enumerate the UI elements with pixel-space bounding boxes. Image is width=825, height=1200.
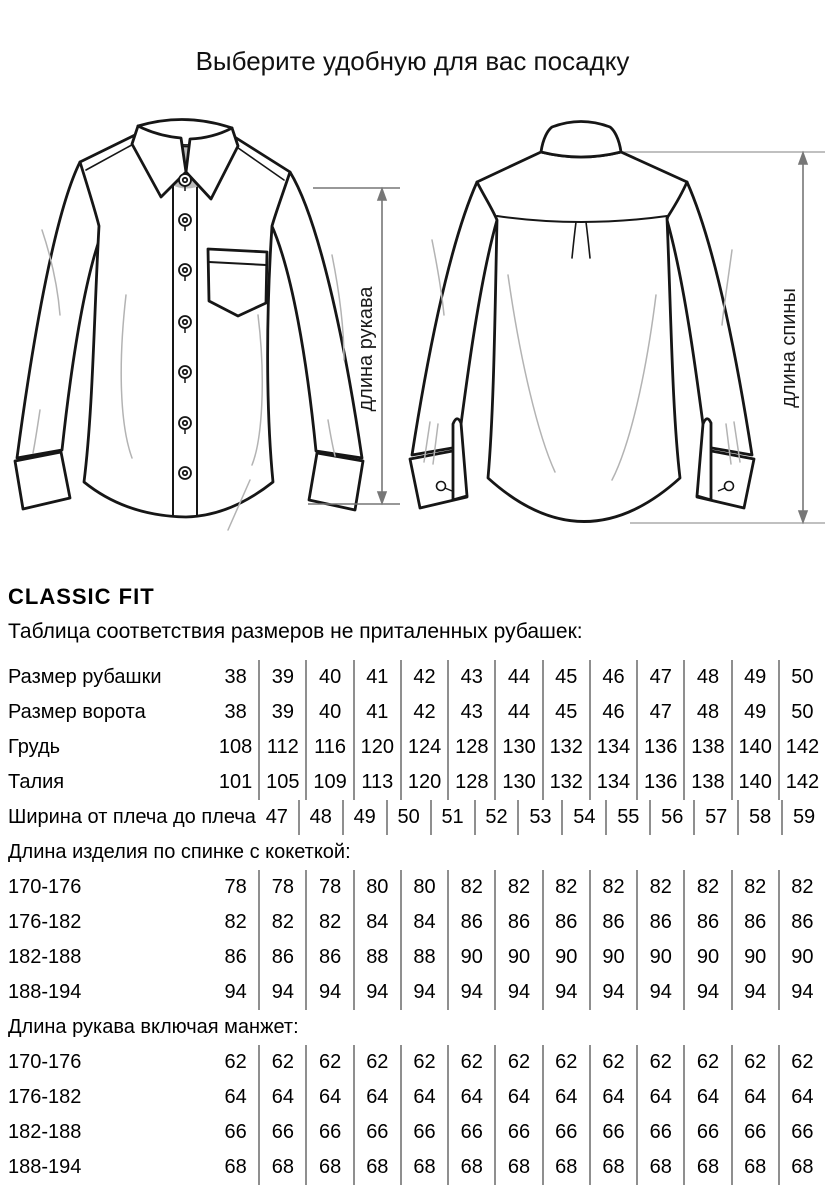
size-value-cell: 44 [494,660,541,695]
table-row [0,870,825,905]
size-value-cell: 68 [589,1150,636,1185]
size-value-cell: 59 [781,800,825,835]
size-value-cell: 82 [258,905,305,940]
back-body [477,152,687,522]
size-value-cell: 50 [778,660,825,695]
size-value-cell: 48 [298,800,342,835]
table-row [0,660,825,695]
size-value-cell: 142 [778,730,825,765]
size-value-cell: 86 [258,940,305,975]
size-value-cell: 66 [778,1115,825,1150]
table-row [0,695,825,730]
size-value-cell: 109 [305,765,352,800]
table-block [0,660,825,835]
size-value-cell: 66 [353,1115,400,1150]
size-value-cell: 90 [778,940,825,975]
front-right-sleeve [271,172,362,458]
size-value-cell: 88 [353,940,400,975]
size-value-cell: 132 [542,765,589,800]
size-value-cell: 66 [305,1115,352,1150]
size-value-cell: 64 [542,1080,589,1115]
size-value-cell: 62 [636,1045,683,1080]
size-value-cell: 51 [430,800,474,835]
front-collar-band [138,119,232,128]
size-value-cell: 108 [218,736,253,758]
size-value-cell: 49 [731,695,778,730]
size-value-cell: 62 [400,1045,447,1080]
size-value-cell: 64 [494,1080,541,1115]
size-value-cell: 68 [731,1150,778,1185]
size-value-cell: 138 [683,765,730,800]
row-label: Грудь [8,736,61,758]
size-value-cell: 134 [589,730,636,765]
size-value-cell: 140 [731,730,778,765]
size-value-cell: 68 [778,1150,825,1185]
size-value-cell: 40 [305,695,352,730]
row-label: 170-176 [8,1051,82,1073]
size-value-cell: 130 [494,730,541,765]
size-value-cell: 80 [353,870,400,905]
page-title: Выберите удобную для вас посадку [195,46,630,76]
size-value-cell: 38 [224,701,247,723]
size-value-cell: 130 [494,765,541,800]
size-value-cell: 57 [693,800,737,835]
row-label: 170-176 [8,876,82,898]
size-value-cell: 68 [636,1150,683,1185]
row-label: 182-188 [8,946,82,968]
size-value-cell: 66 [400,1115,447,1150]
size-value-cell: 62 [447,1045,494,1080]
fit-heading: CLASSIC FIT [8,584,155,609]
table-row [0,905,825,940]
row-label: Размер рубашки [8,666,162,688]
table-caption: Таблица соответствия размеров не приталенных рубашек: [8,620,583,643]
size-value-cell: 132 [542,730,589,765]
size-value-cell: 49 [342,800,386,835]
size-value-cell: 50 [778,695,825,730]
size-value-cell: 86 [589,905,636,940]
size-value-cell: 94 [731,975,778,1010]
size-value-cell: 136 [636,765,683,800]
size-value-cell: 128 [447,730,494,765]
size-value-cell: 58 [737,800,781,835]
size-value-cell: 45 [542,695,589,730]
size-value-cell: 42 [400,695,447,730]
row-label: Ширина от плеча до плеча [8,806,256,828]
size-value-cell: 82 [447,870,494,905]
size-value-cell: 43 [447,660,494,695]
row-label: 176-182 [8,911,82,933]
size-value-cell: 62 [494,1045,541,1080]
size-value-cell: 82 [542,870,589,905]
size-value-cell: 112 [258,730,305,765]
size-value-cell: 80 [400,870,447,905]
size-value-cell: 46 [589,695,636,730]
size-value-cell: 142 [778,765,825,800]
size-value-cell: 82 [683,870,730,905]
size-value-cell: 62 [683,1045,730,1080]
size-value-cell: 82 [778,870,825,905]
size-value-cell: 41 [353,660,400,695]
size-value-cell: 41 [353,695,400,730]
size-value-cell: 66 [636,1115,683,1150]
size-value-cell: 86 [305,940,352,975]
size-value-cell: 64 [589,1080,636,1115]
size-value-cell: 90 [589,940,636,975]
size-value-cell: 64 [636,1080,683,1115]
table-row [0,975,825,1010]
row-label: 176-182 [8,1086,82,1108]
size-value-cell: 113 [353,765,400,800]
size-value-cell: 39 [258,695,305,730]
size-value-cell: 94 [447,975,494,1010]
size-value-cell: 86 [224,946,247,968]
size-value-cell: 62 [305,1045,352,1080]
front-left-cuff [15,452,70,509]
shirt-back-drawing [400,110,825,550]
size-value-cell: 94 [683,975,730,1010]
size-value-cell: 86 [636,905,683,940]
size-value-cell: 120 [353,730,400,765]
size-value-cell: 66 [494,1115,541,1150]
size-value-cell: 46 [589,660,636,695]
size-value-cell: 50 [386,800,430,835]
size-value-cell: 94 [224,981,247,1003]
size-value-cell: 82 [494,870,541,905]
size-value-cell: 90 [494,940,541,975]
size-value-cell: 68 [400,1150,447,1185]
size-value-cell: 105 [258,765,305,800]
size-value-cell: 68 [542,1150,589,1185]
size-value-cell: 66 [224,1121,247,1143]
size-value-cell: 86 [494,905,541,940]
size-value-cell: 64 [305,1080,352,1115]
size-value-cell: 62 [778,1045,825,1080]
size-value-cell: 101 [218,771,253,793]
size-value-cell: 64 [353,1080,400,1115]
table-row [0,1150,825,1185]
size-value-cell: 82 [224,911,247,933]
table-row [0,730,825,765]
row-label: 188-194 [8,981,82,1003]
size-value-cell: 94 [353,975,400,1010]
size-value-cell: 82 [589,870,636,905]
size-value-cell: 47 [636,695,683,730]
back-right-sleeve [667,182,752,455]
row-label: 182-188 [8,1121,82,1143]
size-value-cell: 66 [447,1115,494,1150]
size-value-cell: 64 [258,1080,305,1115]
size-value-cell: 140 [731,765,778,800]
table-section-header: Длина рукава включая манжет: [8,1016,299,1038]
table-block [0,870,825,1010]
size-value-cell: 66 [589,1115,636,1150]
size-value-cell: 62 [258,1045,305,1080]
size-value-cell: 68 [224,1156,247,1178]
size-value-cell: 84 [400,905,447,940]
size-value-cell: 82 [636,870,683,905]
size-value-cell: 78 [224,876,247,898]
size-value-cell: 66 [731,1115,778,1150]
size-value-cell: 38 [224,666,247,688]
size-value-cell: 94 [636,975,683,1010]
size-value-cell: 68 [683,1150,730,1185]
row-label: Размер ворота [8,701,146,723]
size-value-cell: 64 [683,1080,730,1115]
size-value-cell: 84 [353,905,400,940]
size-value-cell: 120 [400,765,447,800]
size-value-cell: 62 [542,1045,589,1080]
size-value-cell: 68 [353,1150,400,1185]
size-value-cell: 94 [589,975,636,1010]
table-row [0,765,825,800]
back-collar [541,122,621,158]
size-value-cell: 94 [305,975,352,1010]
size-value-cell: 56 [649,800,693,835]
size-value-cell: 47 [265,806,288,828]
size-value-cell: 86 [731,905,778,940]
size-value-cell: 128 [447,765,494,800]
back-left-sleeve-placket [453,419,467,500]
size-value-cell: 124 [400,730,447,765]
size-value-cell: 68 [494,1150,541,1185]
size-table [0,660,825,1185]
front-right-cuff [309,453,363,510]
size-value-cell: 86 [447,905,494,940]
size-value-cell: 66 [258,1115,305,1150]
size-value-cell: 62 [731,1045,778,1080]
size-value-cell: 64 [778,1080,825,1115]
size-value-cell: 82 [305,905,352,940]
size-value-cell: 42 [400,660,447,695]
size-value-cell: 62 [589,1045,636,1080]
size-value-cell: 78 [258,870,305,905]
size-value-cell: 54 [561,800,605,835]
size-value-cell: 68 [258,1150,305,1185]
size-value-cell: 86 [542,905,589,940]
back-length-label: длина спины [778,288,800,408]
size-value-cell: 40 [305,660,352,695]
size-value-cell: 66 [542,1115,589,1150]
size-value-cell: 82 [731,870,778,905]
size-value-cell: 64 [400,1080,447,1115]
size-value-cell: 78 [305,870,352,905]
size-value-cell: 55 [605,800,649,835]
size-value-cell: 90 [447,940,494,975]
size-value-cell: 43 [447,695,494,730]
size-value-cell: 88 [400,940,447,975]
size-value-cell: 94 [400,975,447,1010]
size-value-cell: 64 [447,1080,494,1115]
size-value-cell: 52 [474,800,518,835]
back-right-sleeve-placket [697,419,711,500]
table-row [0,940,825,975]
size-value-cell: 68 [305,1150,352,1185]
size-value-cell: 44 [494,695,541,730]
size-value-cell: 94 [542,975,589,1010]
table-row [0,1080,825,1115]
sleeve-length-label: длина рукава [355,286,377,412]
size-value-cell: 138 [683,730,730,765]
size-value-cell: 48 [683,660,730,695]
size-value-cell: 86 [683,905,730,940]
size-value-cell: 136 [636,730,683,765]
size-value-cell: 45 [542,660,589,695]
size-value-cell: 90 [683,940,730,975]
table-row [0,1045,825,1080]
size-value-cell: 48 [683,695,730,730]
table-section-header: Длина изделия по спинке с кокеткой: [8,841,351,863]
size-value-cell: 68 [447,1150,494,1185]
size-value-cell: 116 [305,730,352,765]
size-value-cell: 94 [494,975,541,1010]
size-value-cell: 94 [778,975,825,1010]
size-value-cell: 66 [683,1115,730,1150]
shirt-front-drawing [10,110,400,550]
size-value-cell: 86 [778,905,825,940]
size-value-cell: 90 [542,940,589,975]
size-value-cell: 64 [224,1086,247,1108]
front-pocket [208,249,267,316]
size-value-cell: 62 [353,1045,400,1080]
size-value-cell: 53 [517,800,561,835]
size-value-cell: 49 [731,660,778,695]
size-value-cell: 39 [258,660,305,695]
back-left-sleeve [412,182,497,455]
size-value-cell: 90 [636,940,683,975]
table-row [0,1115,825,1150]
size-value-cell: 134 [589,765,636,800]
size-value-cell: 64 [731,1080,778,1115]
table-row [0,800,825,835]
row-label: Талия [8,771,65,793]
size-value-cell: 90 [731,940,778,975]
size-value-cell: 62 [224,1051,247,1073]
size-value-cell: 47 [636,660,683,695]
row-label: 188-194 [8,1156,82,1178]
table-block [0,1045,825,1185]
size-value-cell: 94 [258,975,305,1010]
